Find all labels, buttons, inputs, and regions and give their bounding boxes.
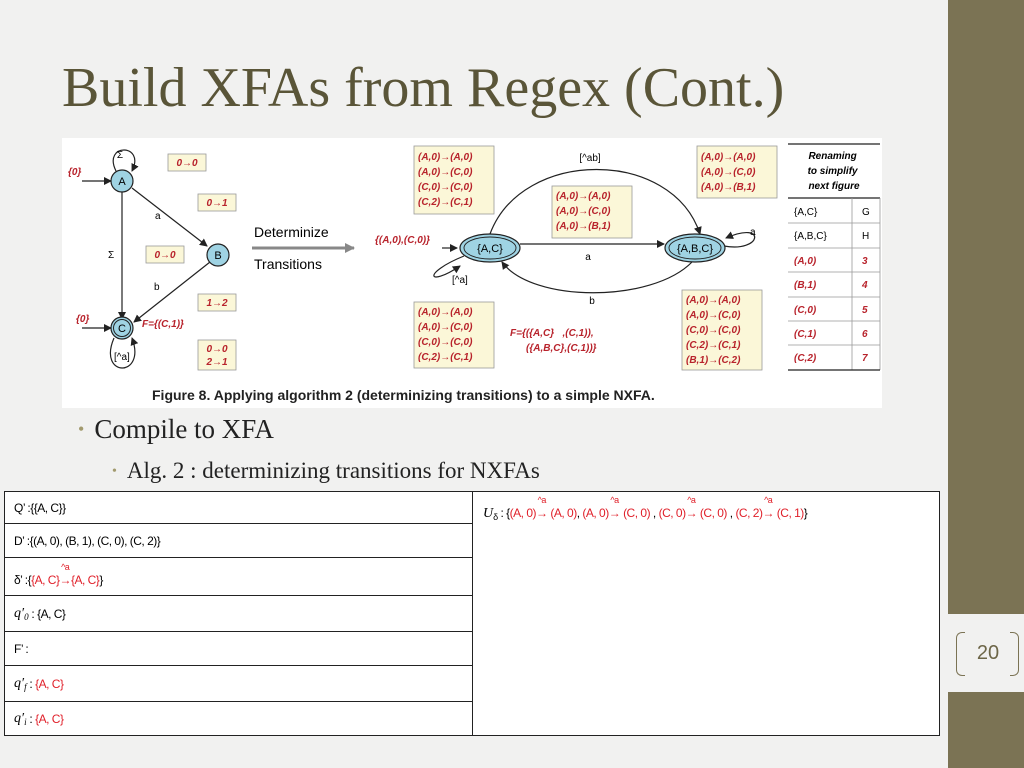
row-var: q′ xyxy=(14,675,25,691)
u-pair-from: (A, 0) xyxy=(509,506,537,520)
row-label: D’ : xyxy=(14,533,30,548)
row-sub: f xyxy=(24,681,27,692)
nxfa-edge-ab-label: a xyxy=(155,211,161,222)
xfa-loop-abc-label: a xyxy=(750,227,756,238)
xfa-box-tl-line: (C,0)→(C,0) xyxy=(418,182,473,193)
svg-text:(A,0)→(A,0) (A,0)→(C,0) xyxy=(701,152,758,193)
renaming-header-line: Renaming xyxy=(808,151,857,162)
renaming-header-line: next figure xyxy=(808,181,860,192)
svg-text:(A,0)→(A,0) (A,0)→(C,0) xyxy=(556,191,613,232)
u-transition-arrow: ^a → xyxy=(608,495,621,520)
u-pair-to: (A, 0) xyxy=(550,506,577,520)
xfa-box-tr-line: (A,0)→(B,1) xyxy=(701,182,756,193)
xfa-box-br-line: (C,2)→(C,1) xyxy=(686,340,741,351)
u-var: U xyxy=(483,506,494,521)
nxfa-start-a-label: {0} xyxy=(68,167,82,178)
nxfa-box-ab: 0→1 xyxy=(206,198,228,209)
bullet-dot: • xyxy=(112,464,117,479)
u-pair-to: (C, 0) xyxy=(699,506,727,520)
xfa-state-abc-label: {A,B,C} xyxy=(676,243,714,255)
row-f-prime xyxy=(5,632,472,666)
transition-symbol: ^a xyxy=(61,561,70,572)
xfa-edge-a-label: a xyxy=(585,252,591,263)
xfa-state-ac-label: {A,C} xyxy=(477,243,503,255)
determinize-label: Determinize xyxy=(254,224,329,240)
u-transition-arrow: ^a → xyxy=(536,495,548,520)
renaming-row-val: 4 xyxy=(862,280,868,291)
xfa-box-tl-line: (C,2)→(C,1) xyxy=(418,197,473,208)
row-open-brace: { xyxy=(27,572,32,587)
row-value: {(A, 0), (B, 1), (C, 0), (C, 2)} xyxy=(29,533,161,548)
xfa-box-tl-line: (A,0)→(C,0) xyxy=(418,167,473,178)
xfa-box-bl-line: (C,0)→(C,0) xyxy=(418,337,473,348)
u-transition-arrow: ^a → xyxy=(685,495,698,520)
nxfa-edge-bc-label: b xyxy=(154,282,160,293)
row-qf-prime xyxy=(5,666,472,702)
renaming-row-key: (A,0) xyxy=(794,256,817,267)
renaming-row-val: 5 xyxy=(862,305,868,316)
renaming-row-key: {A,C} xyxy=(794,207,818,218)
row-label: F’ : xyxy=(14,641,29,656)
xfa-start-label: {(A,0),(C,0)} xyxy=(375,235,431,246)
definition-left-column xyxy=(5,492,473,735)
xfa-final-line-1: F={({A,C} ,(C,1)), xyxy=(510,328,594,339)
xfa-box-mid-line: (A,0)→(C,0) xyxy=(556,206,611,217)
row-var: q′ xyxy=(14,605,25,621)
bullet-level-1 xyxy=(78,414,274,445)
renaming-row-key: {A,B,C} xyxy=(794,231,827,242)
renaming-row-key: (C,1) xyxy=(794,329,817,340)
slide-title: Build XFAs from Regex (Cont.) xyxy=(62,57,785,119)
u-transition-symbol: ^a xyxy=(537,495,546,505)
row-sub: i xyxy=(24,716,27,727)
row-sep: : xyxy=(26,711,36,726)
figure-8 xyxy=(62,138,882,408)
bullet-dot: • xyxy=(78,419,85,439)
svg-text:(A,0)→(A,0) (A,0)→(C,0) xyxy=(686,295,743,366)
row-q-prime xyxy=(5,492,472,524)
state-b-label: B xyxy=(214,250,222,262)
row-to: {A, C} xyxy=(70,572,100,587)
nxfa-box-ac: 0→0 xyxy=(154,250,176,261)
renaming-row-val: G xyxy=(862,207,870,218)
xfa-box-tr-line: (A,0)→(C,0) xyxy=(701,167,756,178)
transitions-label: Transitions xyxy=(254,256,322,272)
xfa-box-bl-line: (A,0)→(C,0) xyxy=(418,322,473,333)
nxfa-box-loop-a: 0→0 xyxy=(176,158,198,169)
xfa-loop-ac-label: [^a] xyxy=(452,275,468,286)
row-value: {{A, C}} xyxy=(30,500,66,515)
xfa-definition-table xyxy=(4,491,940,736)
xfa-box-tr-line: (A,0)→(A,0) xyxy=(701,152,756,163)
nxfa-box-bc: 1→2 xyxy=(206,298,228,309)
u-pair-to: (C, 0) xyxy=(623,506,651,520)
renaming-row-val: 6 xyxy=(862,329,868,340)
renaming-row-val: 3 xyxy=(862,256,868,267)
row-sub: 0 xyxy=(24,611,29,622)
xfa-box-mid-line: (A,0)→(B,1) xyxy=(556,221,611,232)
xfa-final-line-2: ({A,B,C},(C,1))} xyxy=(526,343,597,354)
state-c-label: C xyxy=(118,323,126,335)
bullet-text: Compile to XFA xyxy=(94,414,274,444)
renaming-row-key: (B,1) xyxy=(794,280,817,291)
row-from: {A, C} xyxy=(31,572,60,587)
xfa-box-br-line: (A,0)→(A,0) xyxy=(686,295,741,306)
u-pair-from: (C, 2) xyxy=(735,506,763,520)
row-sep: : xyxy=(28,606,38,621)
u-pair-from: (A, 0) xyxy=(582,506,609,520)
u-open-brace: { xyxy=(506,506,510,520)
row-label: Q’ : xyxy=(14,500,31,515)
transition-arrow: ^a → xyxy=(59,561,71,587)
xfa-box-br-line: (C,0)→(C,0) xyxy=(686,325,741,336)
nxfa-loop-c-label: [^a] xyxy=(114,352,130,363)
u-sub: δ xyxy=(493,512,498,522)
nxfa-edge-ac-label: Σ xyxy=(108,250,115,261)
u-transition-symbol: ^a xyxy=(764,495,773,505)
xfa-edge-b-label: b xyxy=(589,296,595,307)
xfa-box-bl-line: (C,2)→(C,1) xyxy=(418,352,473,363)
svg-text:Renaming to simplify xyxy=(808,151,861,192)
u-pair-from: (C, 0) xyxy=(658,506,686,520)
u-transition-arrow: ^a → xyxy=(762,495,774,520)
u-transition-symbol: ^a xyxy=(610,495,619,505)
figure-caption: Figure 8. Applying algorithm 2 (determinizing transitions) to a simple NXFA. xyxy=(152,387,655,403)
xfa-box-mid-line: (A,0)→(A,0) xyxy=(556,191,611,202)
row-label: δ’ : xyxy=(14,572,28,587)
xfa-box-br-line: (A,0)→(C,0) xyxy=(686,310,741,321)
renaming-row-val: 7 xyxy=(862,353,868,364)
u-pair-to: (C, 1) xyxy=(776,506,804,520)
xfa-edge-top-label: [^ab] xyxy=(579,153,601,164)
nxfa-box-loop-c-1: 0→0 xyxy=(206,344,228,355)
renaming-row-key: (C,0) xyxy=(794,305,817,316)
nxfa-box-loop-c-2: 2→1 xyxy=(206,357,228,368)
nxfa-final-label: F={(C,1)} xyxy=(142,319,184,330)
u-sep: : xyxy=(497,506,507,520)
renaming-header-line: to simplify xyxy=(807,166,858,177)
row-sep: : xyxy=(26,676,36,691)
row-value: {A, C} xyxy=(37,606,66,621)
renaming-row-val: H xyxy=(862,231,870,242)
nxfa-start-c-label: {0} xyxy=(76,314,90,325)
bullet-level-2 xyxy=(112,458,540,484)
xfa-box-bl-line: (A,0)→(A,0) xyxy=(418,307,473,318)
row-value: {A, C} xyxy=(35,711,64,726)
row-var: q′ xyxy=(14,710,25,726)
state-a-label: A xyxy=(118,176,126,188)
nxfa-loop-a-label: Σ xyxy=(116,150,124,161)
row-delta-prime xyxy=(5,558,472,596)
row-qi-prime xyxy=(5,702,472,735)
row-d-prime xyxy=(5,524,472,558)
u-transition-symbol: ^a xyxy=(687,495,696,505)
xfa-box-tl-line: (A,0)→(A,0) xyxy=(418,152,473,163)
row-q0-prime xyxy=(5,596,472,632)
row-value: {A, C} xyxy=(35,676,64,691)
u-delta-cell: $U_\delta$ : {(A, 0) ^a → (A, 0), (A, 0) ^a → (C, 0) , (C, 0) ^a → (C, 0) , (C, 2) ^a → (C, 1)} xyxy=(483,495,808,522)
bullet-text: Alg. 2 : determinizing transitions for NXFAs xyxy=(126,458,540,483)
row-close-brace: } xyxy=(99,572,103,587)
renaming-row-key: (C,2) xyxy=(794,353,817,364)
page-number: 20 xyxy=(976,641,1000,664)
u-close-brace: } xyxy=(803,506,808,520)
xfa-box-br-line: (B,1)→(C,2) xyxy=(686,355,741,366)
